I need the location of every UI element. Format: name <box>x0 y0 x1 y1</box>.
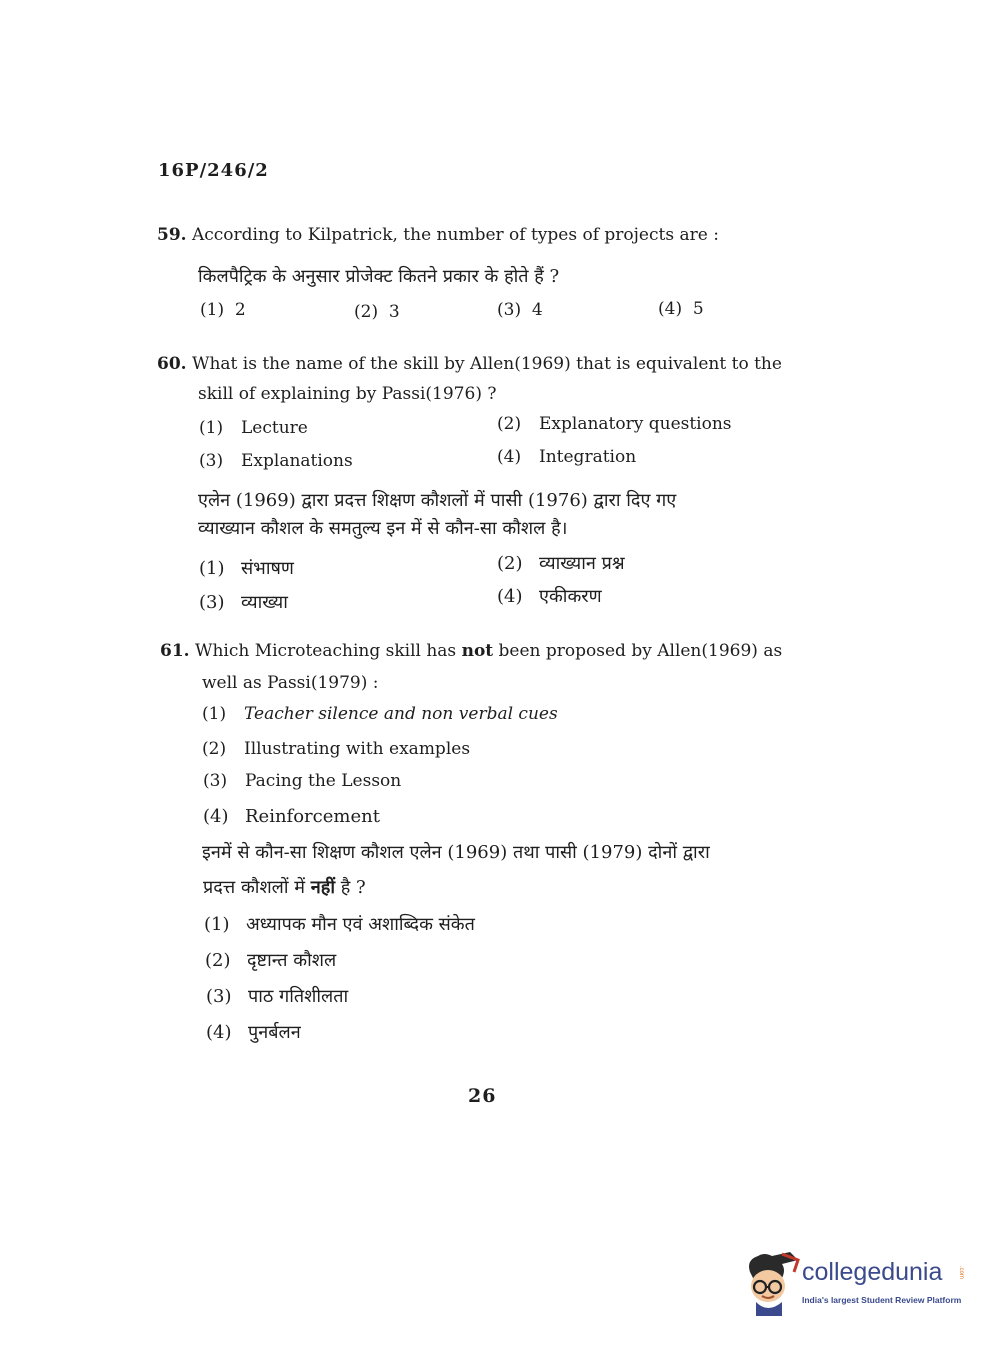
question-59 <box>157 225 719 245</box>
option-2: (2) 3 <box>354 302 400 322</box>
option-4-en: (4) Reinforcement <box>203 806 380 827</box>
question-60 <box>157 354 782 374</box>
option-3-en: (3) Explanations <box>199 451 353 471</box>
option-4-hi: (4) एकीकरण <box>497 586 602 607</box>
collegedunia-logo[interactable] <box>742 1250 967 1320</box>
question-text-hi-line1: इनमें से कौन-सा शिक्षण कौशल एलेन (1969) तथा पासी (1979) दोनों द्वारा <box>202 842 710 863</box>
option-1-en: (1) Lecture <box>199 418 308 438</box>
question-text-hi-line1: एलेन (1969) द्वारा प्रदत्त शिक्षण कौशलों में पासी (1976) द्वारा दिए गए <box>198 490 677 511</box>
question-number: 61. <box>160 641 190 661</box>
option-2-hi: (2) दृष्टान्त कौशल <box>205 950 337 971</box>
option-3-en: (3) Pacing the Lesson <box>203 771 402 791</box>
page-number: 26 <box>468 1085 497 1107</box>
option-4-en: (4) Integration <box>497 447 637 467</box>
option-3-hi: (3) व्याख्या <box>199 592 288 613</box>
option-3: (3) 4 <box>497 300 543 320</box>
question-text-en-line2: skill of explaining by Passi(1976) ? <box>198 384 497 404</box>
paper-code: 16P/246/2 <box>158 160 269 181</box>
emphasis-nahin: नहीं <box>310 877 335 898</box>
question-text-en: According to Kilpatrick, the number of types of projects are : <box>191 225 719 245</box>
question-number: 59. <box>157 225 187 245</box>
question-text-hi-line2: व्याख्यान कौशल के समतुल्य इन में से कौन-सा कौशल है। <box>198 518 568 539</box>
option-2-hi: (2) व्याख्यान प्रश्न <box>497 553 625 574</box>
option-3-hi: (3) पाठ गतिशीलता <box>206 986 349 1007</box>
logo-tagline: India's largest Student Review Platform <box>802 1295 962 1305</box>
mascot-icon <box>742 1250 800 1318</box>
option-2-en: (2) Illustrating with examples <box>202 739 471 759</box>
question-number: 60. <box>157 354 187 374</box>
question-text-en-line1: What is the name of the skill by Allen(1969) that is equivalent to the <box>191 354 782 374</box>
logo-text: collegedunia <box>802 1258 943 1286</box>
option-1-hi: (1) संभाषण <box>199 558 294 579</box>
logo-suffix: .com <box>958 1266 964 1280</box>
option-1-hi: (1) अध्यापक मौन एवं अशाब्दिक संकेत <box>204 914 475 935</box>
emphasis-not: not <box>461 641 494 661</box>
question-text-hi-line2: प्रदत्त कौशलों में नहीं है ? <box>203 877 366 898</box>
option-4-hi: (4) पुनर्बलन <box>206 1022 301 1043</box>
option-4: (4) 5 <box>658 299 704 319</box>
option-1-en: (1) Teacher silence and non verbal cues <box>202 704 558 724</box>
question-text-en-line2: well as Passi(1979) : <box>202 673 379 693</box>
question-61: 61. Which Microteaching skill has not been proposed by Allen(1969) as <box>160 641 783 661</box>
question-text-hi: किलपैट्रिक के अनुसार प्रोजेक्ट कितने प्रकार के होते हैं ? <box>198 266 560 287</box>
option-1: (1) 2 <box>200 300 246 320</box>
option-2-en: (2) Explanatory questions <box>497 414 732 434</box>
